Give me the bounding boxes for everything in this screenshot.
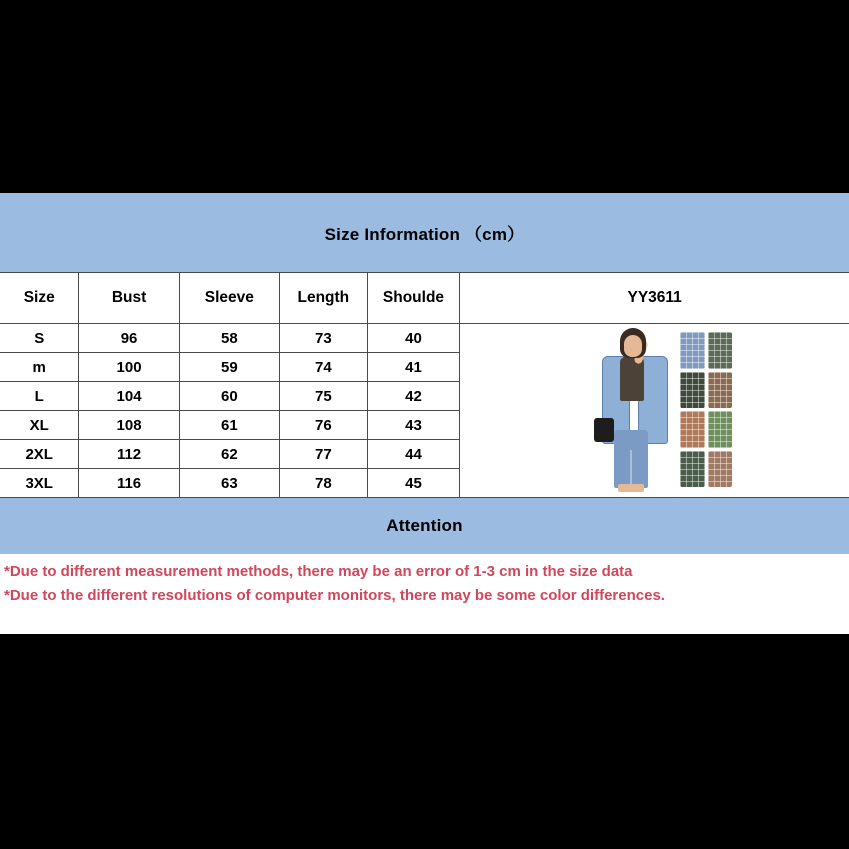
cell-size: L <box>0 382 79 411</box>
table-row <box>0 469 460 498</box>
cell-size: m <box>0 353 79 382</box>
cell-bust: 116 <box>79 469 179 498</box>
color-swatch-6 <box>708 411 733 448</box>
cell-size: 3XL <box>0 469 79 498</box>
cell-shoulder: 43 <box>367 411 460 440</box>
table-header-row <box>0 273 460 324</box>
inner-top <box>620 357 644 401</box>
table-row <box>0 440 460 469</box>
column-header-sleeve: Sleeve <box>179 273 279 324</box>
cell-length: 74 <box>280 353 368 382</box>
product-photo-content <box>572 326 732 491</box>
table-row <box>0 382 460 411</box>
cell-bust: 104 <box>79 382 179 411</box>
size-information-title: Size Information （cm） <box>324 225 525 244</box>
cell-shoulder: 41 <box>367 353 460 382</box>
cell-shoulder: 44 <box>367 440 460 469</box>
attention-title: Attention <box>386 516 463 535</box>
table-row <box>0 353 460 382</box>
cell-sleeve: 62 <box>179 440 279 469</box>
model-figure-illustration <box>590 326 678 491</box>
color-swatch-7 <box>680 451 705 488</box>
attention-notes <box>0 554 849 616</box>
cell-shoulder: 42 <box>367 382 460 411</box>
cell-sleeve: 60 <box>179 382 279 411</box>
cell-length: 75 <box>280 382 368 411</box>
cell-length: 73 <box>280 324 368 353</box>
color-swatch-grid <box>680 332 732 487</box>
attention-note-measurement: *Due to different measurement methods, there may be an error of 1-3 cm in the size data <box>4 563 633 580</box>
attention-note-color: *Due to the different resolutions of computer monitors, there may be some color differences. <box>4 587 665 604</box>
column-header-shoulder: Shoulde <box>367 273 460 324</box>
cell-bust: 112 <box>79 440 179 469</box>
cell-length: 77 <box>280 440 368 469</box>
column-header-length: Length <box>280 273 368 324</box>
size-table-section <box>0 272 849 498</box>
column-header-bust: Bust <box>79 273 179 324</box>
jeans <box>614 430 648 488</box>
product-photo <box>460 324 849 497</box>
table-row <box>0 411 460 440</box>
cell-sleeve: 63 <box>179 469 279 498</box>
handbag <box>594 418 614 442</box>
color-swatch-2 <box>708 332 733 369</box>
model-legs <box>618 484 644 492</box>
color-swatch-4 <box>708 372 733 409</box>
cell-shoulder: 45 <box>367 469 460 498</box>
attention-header <box>0 498 849 554</box>
cell-sleeve: 58 <box>179 324 279 353</box>
color-swatch-3 <box>680 372 705 409</box>
product-cell <box>460 273 849 497</box>
color-swatch-1 <box>680 332 705 369</box>
cell-length: 76 <box>280 411 368 440</box>
model-face <box>624 335 642 357</box>
cell-shoulder: 40 <box>367 324 460 353</box>
cell-size: S <box>0 324 79 353</box>
column-header-size: Size <box>0 273 79 324</box>
cell-bust: 100 <box>79 353 179 382</box>
cell-size: 2XL <box>0 440 79 469</box>
size-table <box>0 273 460 497</box>
color-swatch-5 <box>680 411 705 448</box>
cell-bust: 108 <box>79 411 179 440</box>
cell-sleeve: 59 <box>179 353 279 382</box>
size-information-header <box>0 193 849 272</box>
cell-bust: 96 <box>79 324 179 353</box>
table-row <box>0 324 460 353</box>
size-chart-sheet <box>0 193 849 634</box>
color-swatch-8 <box>708 451 733 488</box>
cell-size: XL <box>0 411 79 440</box>
cell-length: 78 <box>280 469 368 498</box>
product-code: YY3611 <box>460 273 849 324</box>
cell-sleeve: 61 <box>179 411 279 440</box>
